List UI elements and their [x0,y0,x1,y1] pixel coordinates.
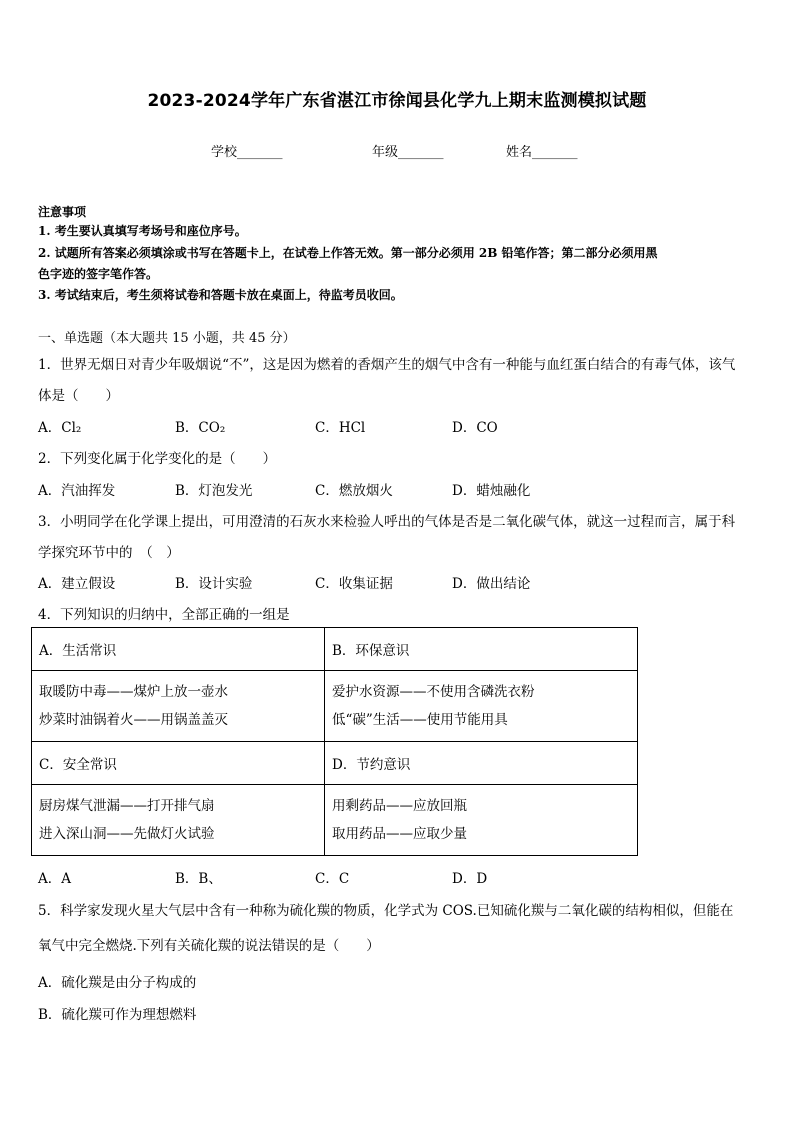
table-cell-b-body [325,671,638,742]
name-field: 姓名_______ [506,145,578,160]
q1-option-d: D．CO [452,420,498,436]
table-row [32,628,638,671]
table-cell-c-head: C．安全常识 [32,742,325,785]
table-cell-text: 用剩药品——应放回瓶 [332,798,467,814]
grade-field: 年级_______ [372,145,444,160]
notice-item-2-cont: 色字迹的签字笔作答。 [38,267,159,281]
q3-stem: 3．小明同学在化学课上提出，可用澄清的石灰水来检验人呼出的气体是否是二氧化碳气体，就这一过程而言，属于科 [38,514,736,530]
q5-option-b: B．硫化羰可作为理想燃料 [38,1007,197,1023]
q3-option-b: B．设计实验 [175,576,253,592]
table-cell-text: 低“碳”生活——使用节能用具 [332,712,508,728]
q2-option-d: D．蜡烛融化 [452,483,531,499]
q1-option-c: C．HCl [315,420,366,436]
q3-option-d: D．做出结论 [452,576,531,592]
notice-heading: 注意事项 [38,205,87,219]
table-row [32,742,638,785]
q3-stem-cont: 学探究环节中的 （ ） [38,545,180,561]
table-cell-text: 进入深山洞——先做灯火试验 [39,826,215,842]
q4-option-c: C．C [315,871,350,887]
q1-stem: 1．世界无烟日对青少年吸烟说“不”，这是因为燃着的香烟产生的烟气中含有一种能与血红蛋白结合的有毒气体，该气 [38,357,736,373]
q2-stem: 2．下列变化属于化学变化的是（ ） [38,451,277,467]
knowledge-table [31,627,638,856]
q4-option-b: B．B、 [175,871,222,887]
q2-option-c: C．燃放烟火 [315,483,393,499]
table-cell-d-head: D．节约意识 [325,742,638,785]
table-cell-text: 取暖防中毒——煤炉上放一壶水 [39,684,228,700]
table-cell-text: 爱护水资源——不使用含磷洗衣粉 [332,684,535,700]
table-cell-text: 炒菜时油锅着火——用锅盖盖灭 [39,712,228,728]
q4-stem: 4．下列知识的归纳中，全部正确的一组是 [38,607,290,623]
q1-stem-cont: 体是（ ） [38,388,119,404]
q5-option-a: A．硫化羰是由分子构成的 [38,975,197,991]
table-cell-text: 取用药品——应取少量 [332,826,467,842]
q1-option-a: A．Cl₂ [38,420,82,436]
table-cell-a-head: A．生活常识 [32,628,325,671]
q4-option-a: A．A [38,871,71,887]
notice-item-2: 2. 试题所有答案必须填涂或书写在答题卡上，在试卷上作答无效。第一部分必须用 2B 铅笔作答；第二部分必须用黑 [38,246,658,260]
q5-stem-cont: 氧气中完全燃烧.下列有关硫化羰的说法错误的是（ ） [38,938,380,954]
q2-option-a: A．汽油挥发 [38,483,116,499]
q3-option-c: C．收集证据 [315,576,393,592]
q2-option-b: B．灯泡发光 [175,483,253,499]
q5-stem: 5．科学家发现火星大气层中含有一种称为硫化羰的物质，化学式为 COS.已知硫化羰与二氧化碳的结构相似，但能在 [38,903,734,919]
table-cell-d-body [325,785,638,856]
table-row [32,671,638,742]
page-title: 2023-2024学年广东省湛江市徐闻县化学九上期末监测模拟试题 [147,91,647,111]
section-heading: 一、单选题（本大题共 15 小题，共 45 分） [38,331,296,346]
notice-item-3: 3. 考试结束后，考生须将试卷和答题卡放在桌面上，待监考员收回。 [38,288,403,302]
table-row [32,785,638,856]
school-field: 学校_______ [211,145,283,160]
table-cell-b-head: B．环保意识 [325,628,638,671]
table-cell-text: 厨房煤气泄漏——打开排气扇 [39,798,215,814]
q1-option-b: B．CO₂ [175,420,226,436]
table-cell-a-body [32,671,325,742]
q3-option-a: A．建立假设 [38,576,116,592]
q4-option-d: D．D [452,871,488,887]
table-cell-c-body [32,785,325,856]
notice-item-1: 1. 考生要认真填写考场号和座位序号。 [38,224,247,238]
